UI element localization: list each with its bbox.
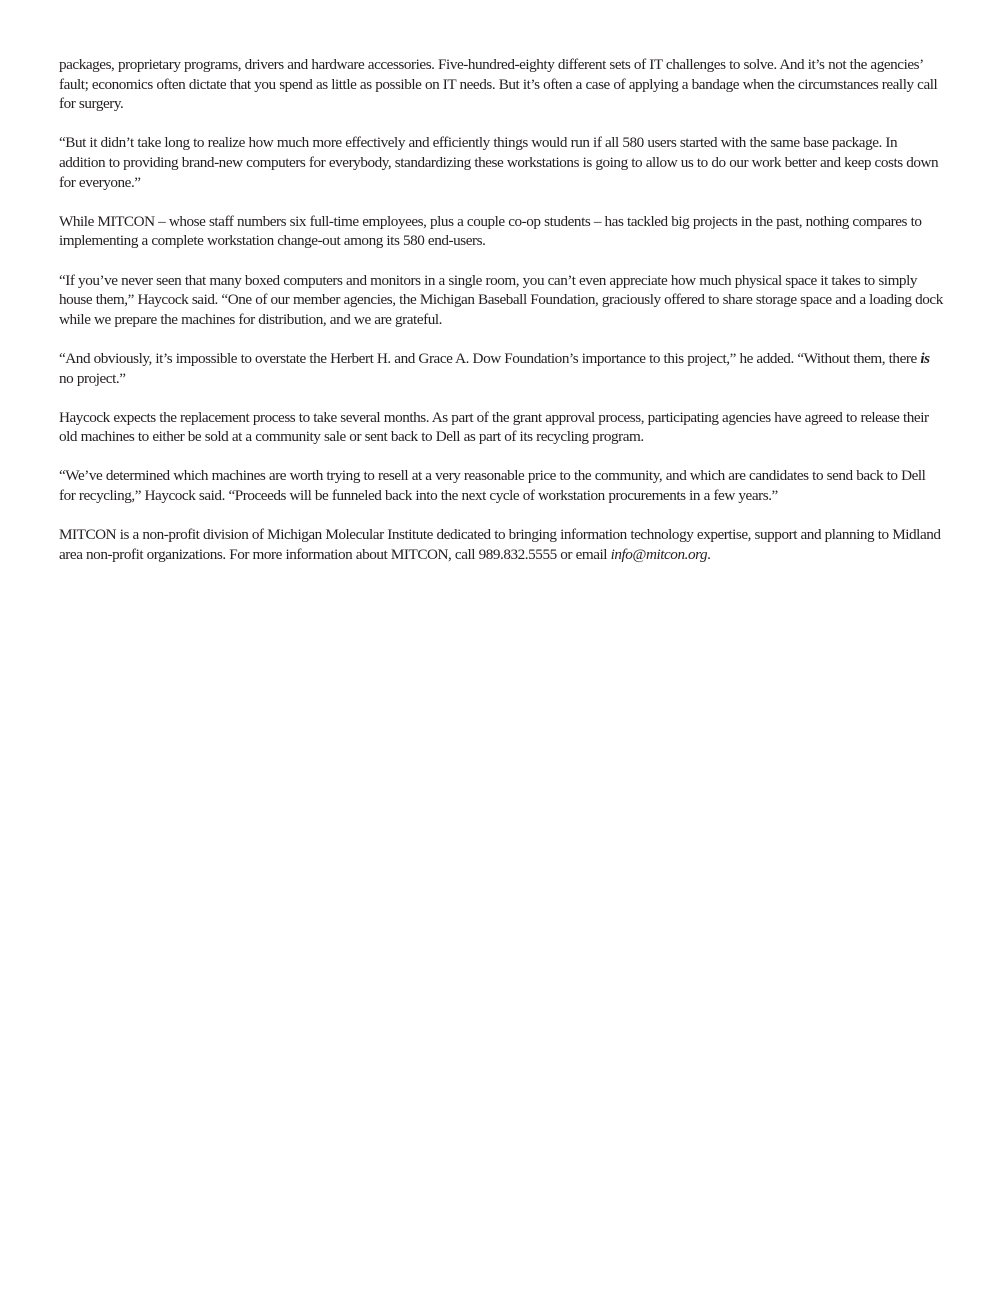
email-link[interactable]: info@mitcon.org (610, 545, 708, 563)
emphasis-is: is (920, 349, 930, 367)
document-body (59, 55, 943, 584)
paragraph-recycling-quote: “We’ve determined which machines are worth trying to resell at a very reasonable price to the community, and which are candidates to send back to Dell for recycling,” Haycock said. “Proceeds will be funneled back into the next cycle of workstation procurements in a few years.” (59, 467, 926, 505)
paragraph-standardization-quote: “But it didn’t take long to realize how much more effectively and efficiently things would run if all 580 users started with the same base package. In addition to providing brand-new computers for everybody, standardizing these workstations is going to allow us to do our work better and keep costs down for everyone.” (59, 134, 939, 191)
dow-quote-after: no project.” (59, 369, 126, 387)
paragraph-it-challenges: packages, proprietary programs, drivers and hardware accessories. Five-hundred-eighty different sets of IT challenges to solve. And it’s not the agencies’ fault; economics often dictate that you spend as little as possible on IT needs. But it’s often a case of applying a bandage when the circumstances really call for surgery. (59, 56, 938, 113)
paragraph-replacement-process: Haycock expects the replacement process to take several months. As part of the grant approval process, participating agencies have agreed to release their old machines to either be sold at a community sale or sent back to Dell as part of its recycling program. (59, 408, 929, 446)
paragraph-mitcon-staff: While MITCON – whose staff numbers six full-time employees, plus a couple co-op students – has tackled big projects in the past, nothing compares to implementing a complete workstation change-out among its 580 end-users. (59, 212, 922, 250)
paragraph-dow-foundation-quote (59, 349, 943, 388)
paragraph-about-mitcon (59, 525, 943, 564)
paragraph-storage-quote: “If you’ve never seen that many boxed computers and monitors in a single room, you can’t even appreciate how much physical space it takes to simply house them,” Haycock said. “One of our member agencies, the Michigan Baseball Foundation, graciously offered to share storage space and a loading dock while we prepare the machines for distribution, and we are grateful. (59, 271, 943, 328)
about-mitcon-text: MITCON is a non-profit division of Michigan Molecular Institute dedicated to bringing information technology expertise, support and planning to Midland area non-profit organizations. For more information about MITCON, call 989.832.5555 or email (59, 526, 941, 563)
about-mitcon-end: . (707, 545, 711, 563)
dow-quote-before: “And obviously, it’s impossible to overstate the Herbert H. and Grace A. Dow Foundation’s importance to this project,” he added. “Without them, there (59, 349, 921, 367)
